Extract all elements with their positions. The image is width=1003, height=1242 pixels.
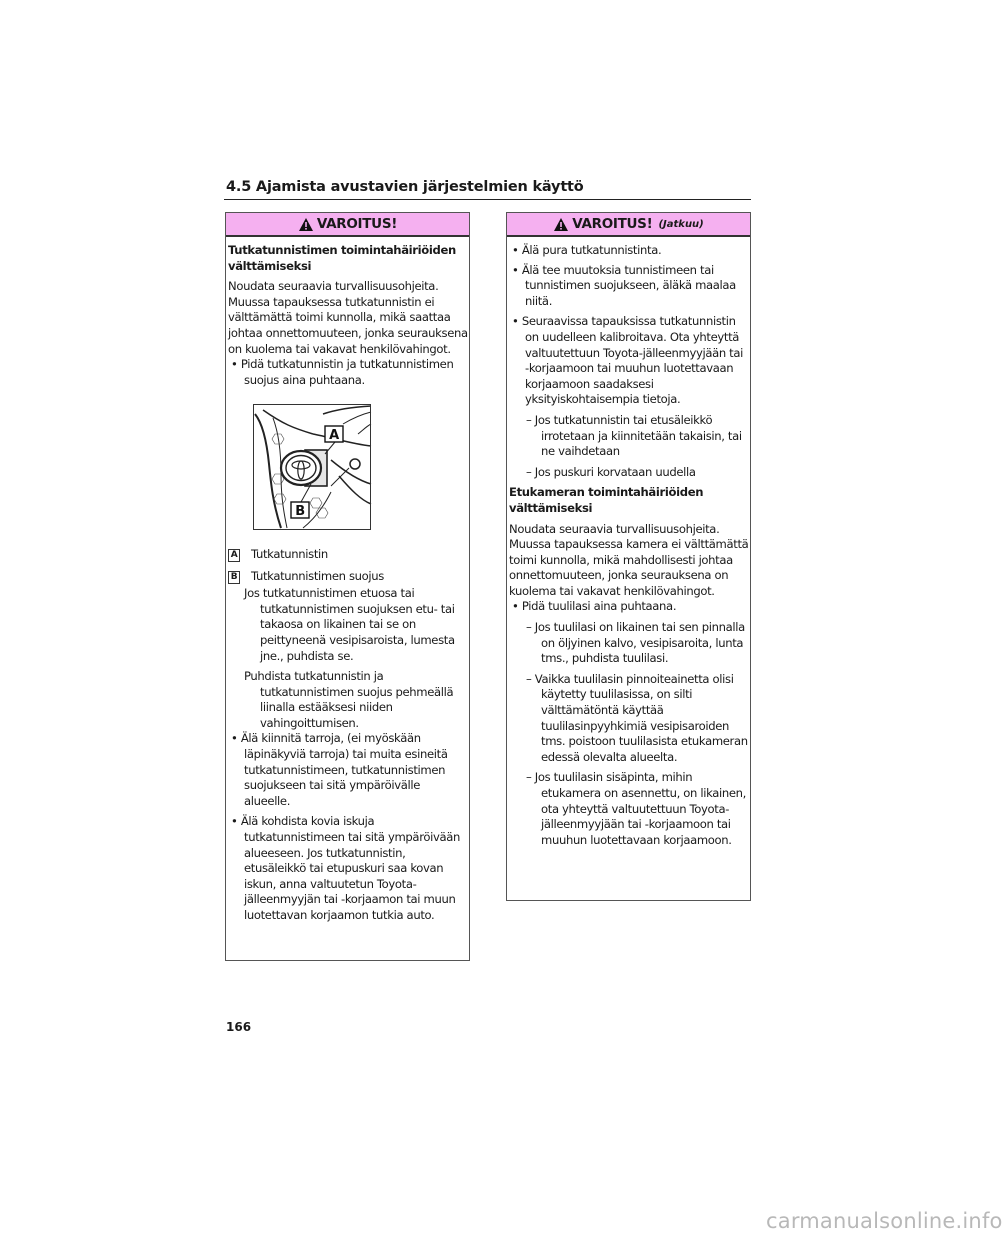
warning-triangle-icon [298,217,314,232]
sub-bullet-bumper: – Jos puskuri korvataan uudella [526,464,696,479]
sub-bullet-grille: – Jos tutkatunnistin tai etusäleikkö irrotetaan ja kiinnitetään takaisin, tai ne vaihdetaan [526,412,742,459]
legend-key: B [228,571,240,584]
radar-sensor-illustration [253,404,371,530]
sub-bullet-coating: – Vaikka tuulilasin pinnoiteainetta olisi käytetty tuulilasissa, on silti välttämätöntä käyttää tuulilasinpyyhkimiä vesipisaroiden tms. poistoon tuulilasista etukameran edessä olevalta alueelta. [526,671,748,764]
figure-label-b: B [295,504,305,520]
legend-item-b [228,569,469,585]
bullet-impacts: • Älä kohdista kovia iskuja tutkatunnistimeen tai sitä ympäröivään alueeseen. Jos tutkatunnistin, etusäleikkö tai etupuskuri saa kovan iskun, anna valtuutetun Toyota-jälleenmyyjän tai -korjaamon tai muun luotettavan korjaamon tutkia auto. [231,814,460,922]
intro-text: Noudata seuraavia turvallisuusohjeita. Muussa tapauksessa tutkatunnistin ei välttämättä toimi kunnolla, mikä saattaa johtaa onnettomuuteen, jonka seurauksena on kuolema tai vakavat henkilövahingot. [228,279,468,356]
warning-box-right [506,212,751,901]
warning-header [507,213,750,237]
subheading-camera: Etukameran toimintahäiriöiden välttämiseksi [509,485,704,515]
bullet-keep-clean: • Pidä tutkatunnistin ja tutkatunnistimen suojus aina puhtaana. [231,357,454,387]
legend-text: Tutkatunnistin [251,546,328,561]
bullet-disassemble: • Älä pura tutkatunnistinta. [512,243,662,257]
sub-bullet-dirty-windshield: – Jos tuulilasi on likainen tai sen pinnalla on öljyinen kalvo, vesipisaroita, lunta tms., puhdista tuulilasi. [526,620,745,666]
paragraph-dirty-sensor: Jos tutkatunnistimen etuosa tai tutkatunnistimen suojuksen etu- tai takaosa on likainen tai se on peittyneenä vesipisaroista, lumesta jne., puhdista se. [244,586,455,663]
bullet-modify: • Älä tee muutoksia tunnistimeen tai tunnistimen suojukseen, äläkä maalaa niitä. [512,262,736,308]
subheading-radar: Tutkatunnistimen toimintahäiriöiden välttämiseksi [228,243,456,273]
page-number: 166 [226,1020,252,1034]
warning-triangle-icon [553,217,569,232]
bullet-calibrate: • Seuraavissa tapauksissa tutkatunnistin on uudelleen kalibroitava. Ota yhteyttä valtuutettuun Toyota-jälleenmyyjään tai -korjaamoon tai muuhun luotettavaan korjaamoon saadaksesi yksityiskohtaisempia tietoja. [512,314,744,407]
warning-box-left [225,212,470,961]
sub-bullet-inner-surface: – Jos tuulilasin sisäpinta, mihin etukamera on asennettu, on likainen, ota yhteyttä valtuutettuun Toyota-jälleenmyyjään tai -korjaamoon tai muuhun luotettavaan korjaamoon. [526,770,746,847]
figure-label-a: A [329,428,339,444]
warning-header [226,213,469,237]
legend-item-a [228,547,469,563]
bullet-stickers: • Älä kiinnitä tarroja, (ei myöskään läpinäkyviä tarroja) tai muita esineitä tutkatunnistimeen, tutkatunnistimen suojukseen tai sitä ympäröivälle alueelle. [231,731,448,808]
watermark: carmanualsonline.info [766,1209,1003,1233]
warning-title: VAROITUS! [316,216,398,232]
intro-text: Noudata seuraavia turvallisuusohjeita. Muussa tapauksessa kamera ei välttämättä toimi kunnolla, mikä mahdollisesti johtaa onnettomuuteen, jonka seurauksena on kuolema tai vakavat henkilövahingot. [509,521,749,598]
legend-key: A [228,549,240,562]
legend-text: Tutkatunnistimen suojus [251,568,384,583]
paragraph-clean-sensor: Puhdista tutkatunnistin ja tutkatunnistimen suojus pehmeällä liinalla estääksesi niiden vahingoittumisen. [244,669,454,730]
section-title: 4.5 Ajamista avustavien järjestelmien käyttö [226,179,584,195]
continued-label: (Jatkuu) [658,218,704,230]
warning-title: VAROITUS! [572,216,653,232]
bullet-windshield: • Pidä tuulilasi aina puhtaana. [512,599,677,614]
section-divider [224,199,751,200]
